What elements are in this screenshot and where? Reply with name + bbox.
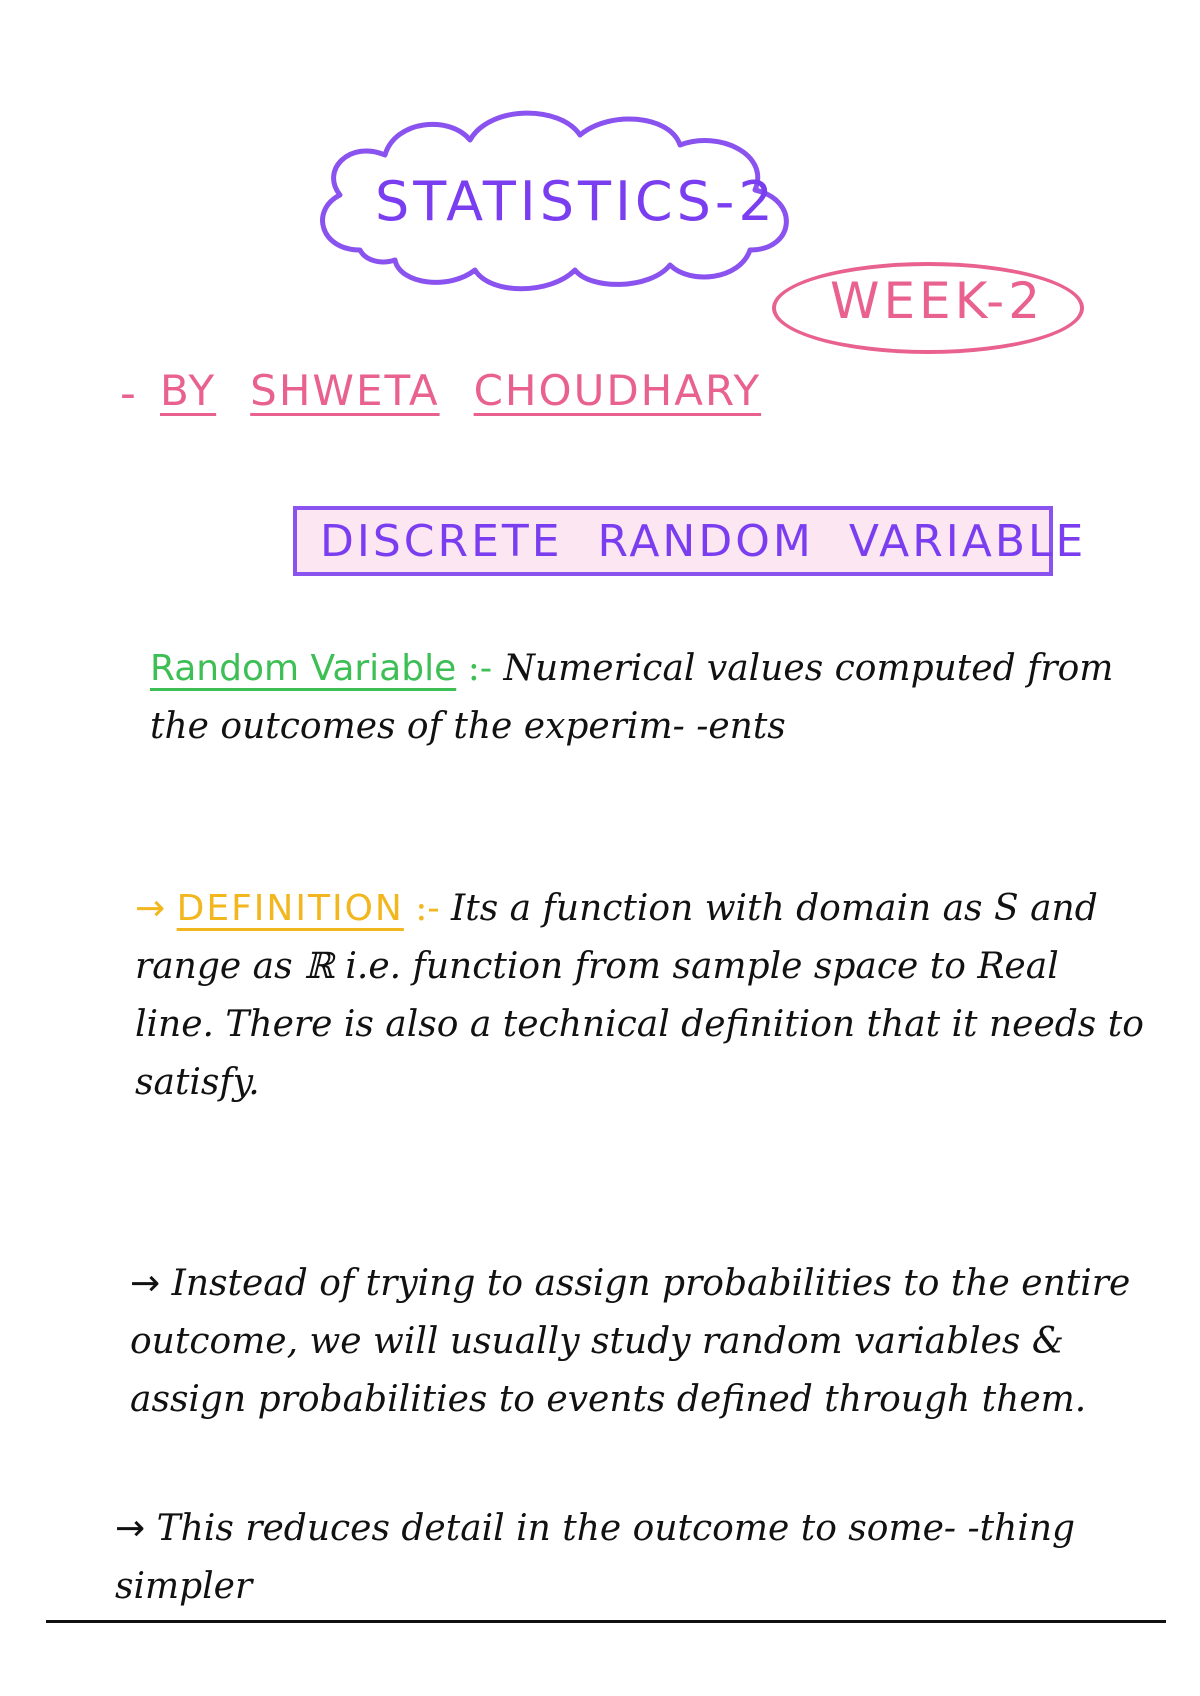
author-by: BY bbox=[160, 366, 217, 415]
point-paragraph-2 bbox=[115, 1500, 1155, 1616]
author-line bbox=[160, 366, 795, 415]
definition-term: DEFINITION bbox=[176, 888, 404, 929]
week-label: WEEK-2 bbox=[830, 272, 1045, 330]
random-variable-paragraph bbox=[150, 640, 1170, 756]
point-arrow-icon: → bbox=[115, 1508, 146, 1549]
point-text: Instead of trying to assign probabilities to the entire outcome, we will usually study random variables & assign probabilities to events defined through them. bbox=[130, 1263, 1131, 1420]
page-title: STATISTICS-2 bbox=[375, 170, 777, 233]
random-variable-term: Random Variable bbox=[150, 648, 457, 689]
section-heading: DISCRETE RANDOM VARIABLE bbox=[320, 516, 1087, 567]
random-variable-text: Numerical values computed from the outcomes of the experim- -ents bbox=[150, 648, 1114, 747]
definition-separator: :- bbox=[415, 888, 440, 929]
bottom-divider bbox=[46, 1620, 1166, 1623]
author-dash: - bbox=[120, 368, 136, 419]
definition-paragraph bbox=[135, 880, 1145, 1112]
definition-arrow-icon: → bbox=[135, 888, 166, 929]
random-variable-separator: :- bbox=[467, 648, 492, 689]
point-arrow-icon: → bbox=[130, 1263, 161, 1304]
author-last-name: CHOUDHARY bbox=[473, 366, 762, 415]
point-paragraph-1 bbox=[130, 1255, 1150, 1429]
point-text: This reduces detail in the outcome to some- -thing simpler bbox=[115, 1508, 1076, 1607]
author-first-name: SHWETA bbox=[250, 366, 440, 415]
definition-text: Its a function with domain as S and range as ℝ i.e. function from sample space to Real line. There is also a technical definition that it needs to satisfy. bbox=[135, 888, 1144, 1103]
